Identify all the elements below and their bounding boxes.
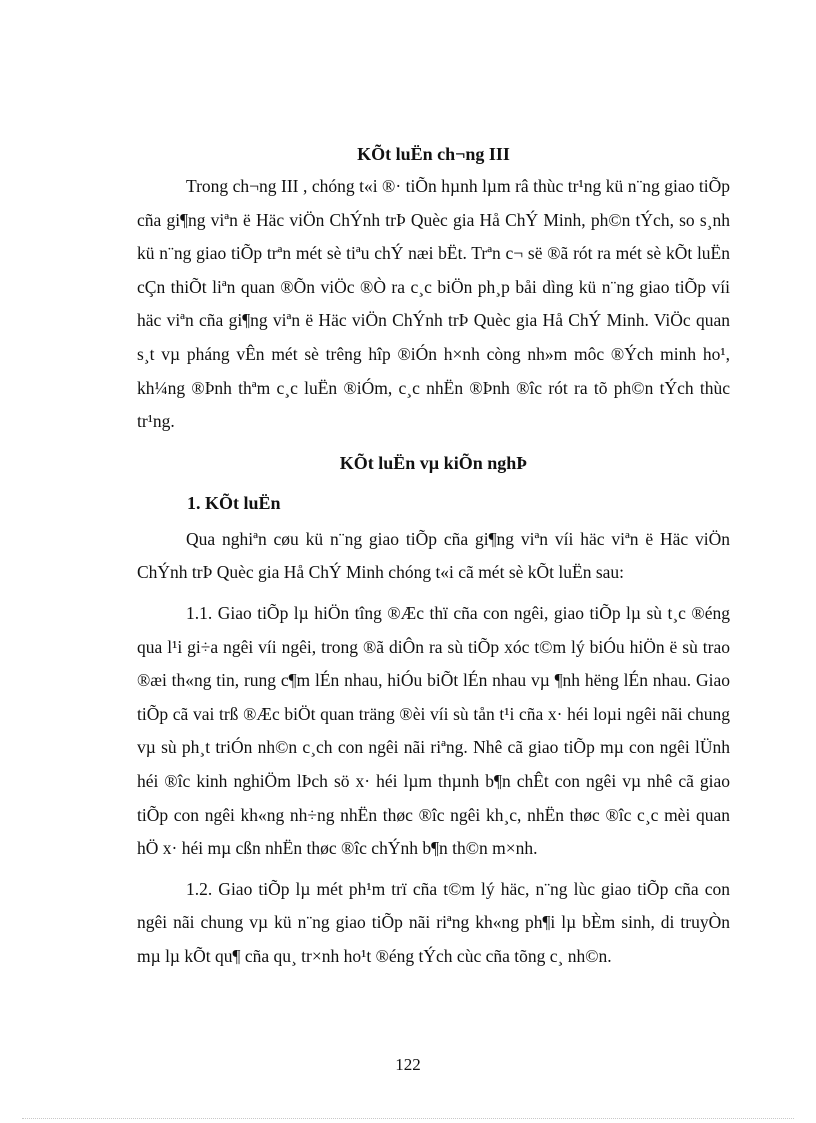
page-body: [137, 140, 730, 973]
conclusion-subheading: 1. KÕt luËn: [187, 492, 281, 513]
conclusion-intro-paragraph: Qua nghiªn cøu kü n¨ng giao tiÕp cña gi¶ng viªn víi häc viªn ë Häc viÖn ChÝnh trÞ Quèc gia Hå ChÝ Minh chóng t«i cã mét sè kÕt luËn sau:: [137, 528, 730, 583]
page-bottom-divider: [22, 1118, 794, 1119]
conclusion-point-1-1: 1.1. Giao tiÕp lµ hiÖn tîng ®Æc thï cña con ngêi, giao tiÕp lµ sù t¸c ®éng qua l¹i gi÷a ngêi víi ngêi, trong ®ã diÔn ra sù tiÕp xóc t©m lý biÓu hiÖn ë sù trao ®æi th«ng tin, rung c¶m lÉn nhau, hiÓu biÕt lÉn nhau vµ ¶nh hëng lÉn nhau. Giao tiÕp cã vai trß ®Æc biÖt quan träng ®èi víi sù tån t¹i cña x· héi loµi ngêi nãi chung vµ sù ph¸t triÓn nh©n c¸ch con ngêi nãi riªng. Nhê cã giao tiÕp mµ con ngêi lÜnh héi ®îc kinh nghiÖm lÞch sö x· héi lµm thµnh b¶n chÊt con ngêi vµ nhê cã giao tiÕp con ngêi kh«ng nh÷ng nhËn thøc ®îc ngêi kh¸c, nhËn thøc ®îc c¸c mèi quan hÖ x· héi mµ cßn nhËn thøc ®îc chÝnh b¶n th©n m×nh.: [137, 602, 730, 859]
conclusion-recommendation-heading: KÕt luËn vµ kiÕn nghÞ: [339, 452, 528, 473]
page-number: 122: [395, 1055, 421, 1074]
chapter-conclusion-paragraph: Trong ch¬ng III , chóng t«i ®· tiÕn hµnh lµm râ thùc tr¹ng kü n¨ng giao tiÕp cña gi¶ng viªn ë Häc viÖn ChÝnh trÞ Quèc gia Hå ChÝ Minh, ph©n tÝch, so s¸nh kü n¨ng giao tiÕp trªn mét sè tiªu chÝ næi bËt. Trªn c¬ së ®ã rót ra mét sè kÕt luËn cÇn thiÕt liªn quan ®Õn viÖc ®Ò ra c¸c biÖn ph¸p båi dìng kü n¨ng giao tiÕp víi häc viªn cña gi¶ng viªn ë Häc viÖn ChÝnh trÞ Quèc gia Hå ChÝ Minh. ViÖc quan s¸t vµ pháng vÊn mét sè trêng hîp ®iÓn h×nh còng nh»m môc ®Ých minh ho¹, kh¼ng ®Þnh thªm c¸c luËn ®iÓm, c¸c nhËn ®Þnh ®îc rót ra tõ ph©n tÝch thùc tr¹ng.: [137, 176, 730, 432]
conclusion-point-1-2: 1.2. Giao tiÕp lµ mét ph¹m trï cña t©m lý häc, n¨ng lùc giao tiÕp cña con ngêi nãi chung vµ kü n¨ng giao tiÕp nãi riªng kh«ng ph¶i lµ bÈm sinh, di truyÒn mµ lµ kÕt qu¶ cña qu¸ tr×nh ho¹t ®éng tÝch cùc cña tõng c¸ nh©n.: [137, 878, 730, 966]
chapter-conclusion-heading: KÕt luËn ch¬ng III: [357, 144, 510, 164]
